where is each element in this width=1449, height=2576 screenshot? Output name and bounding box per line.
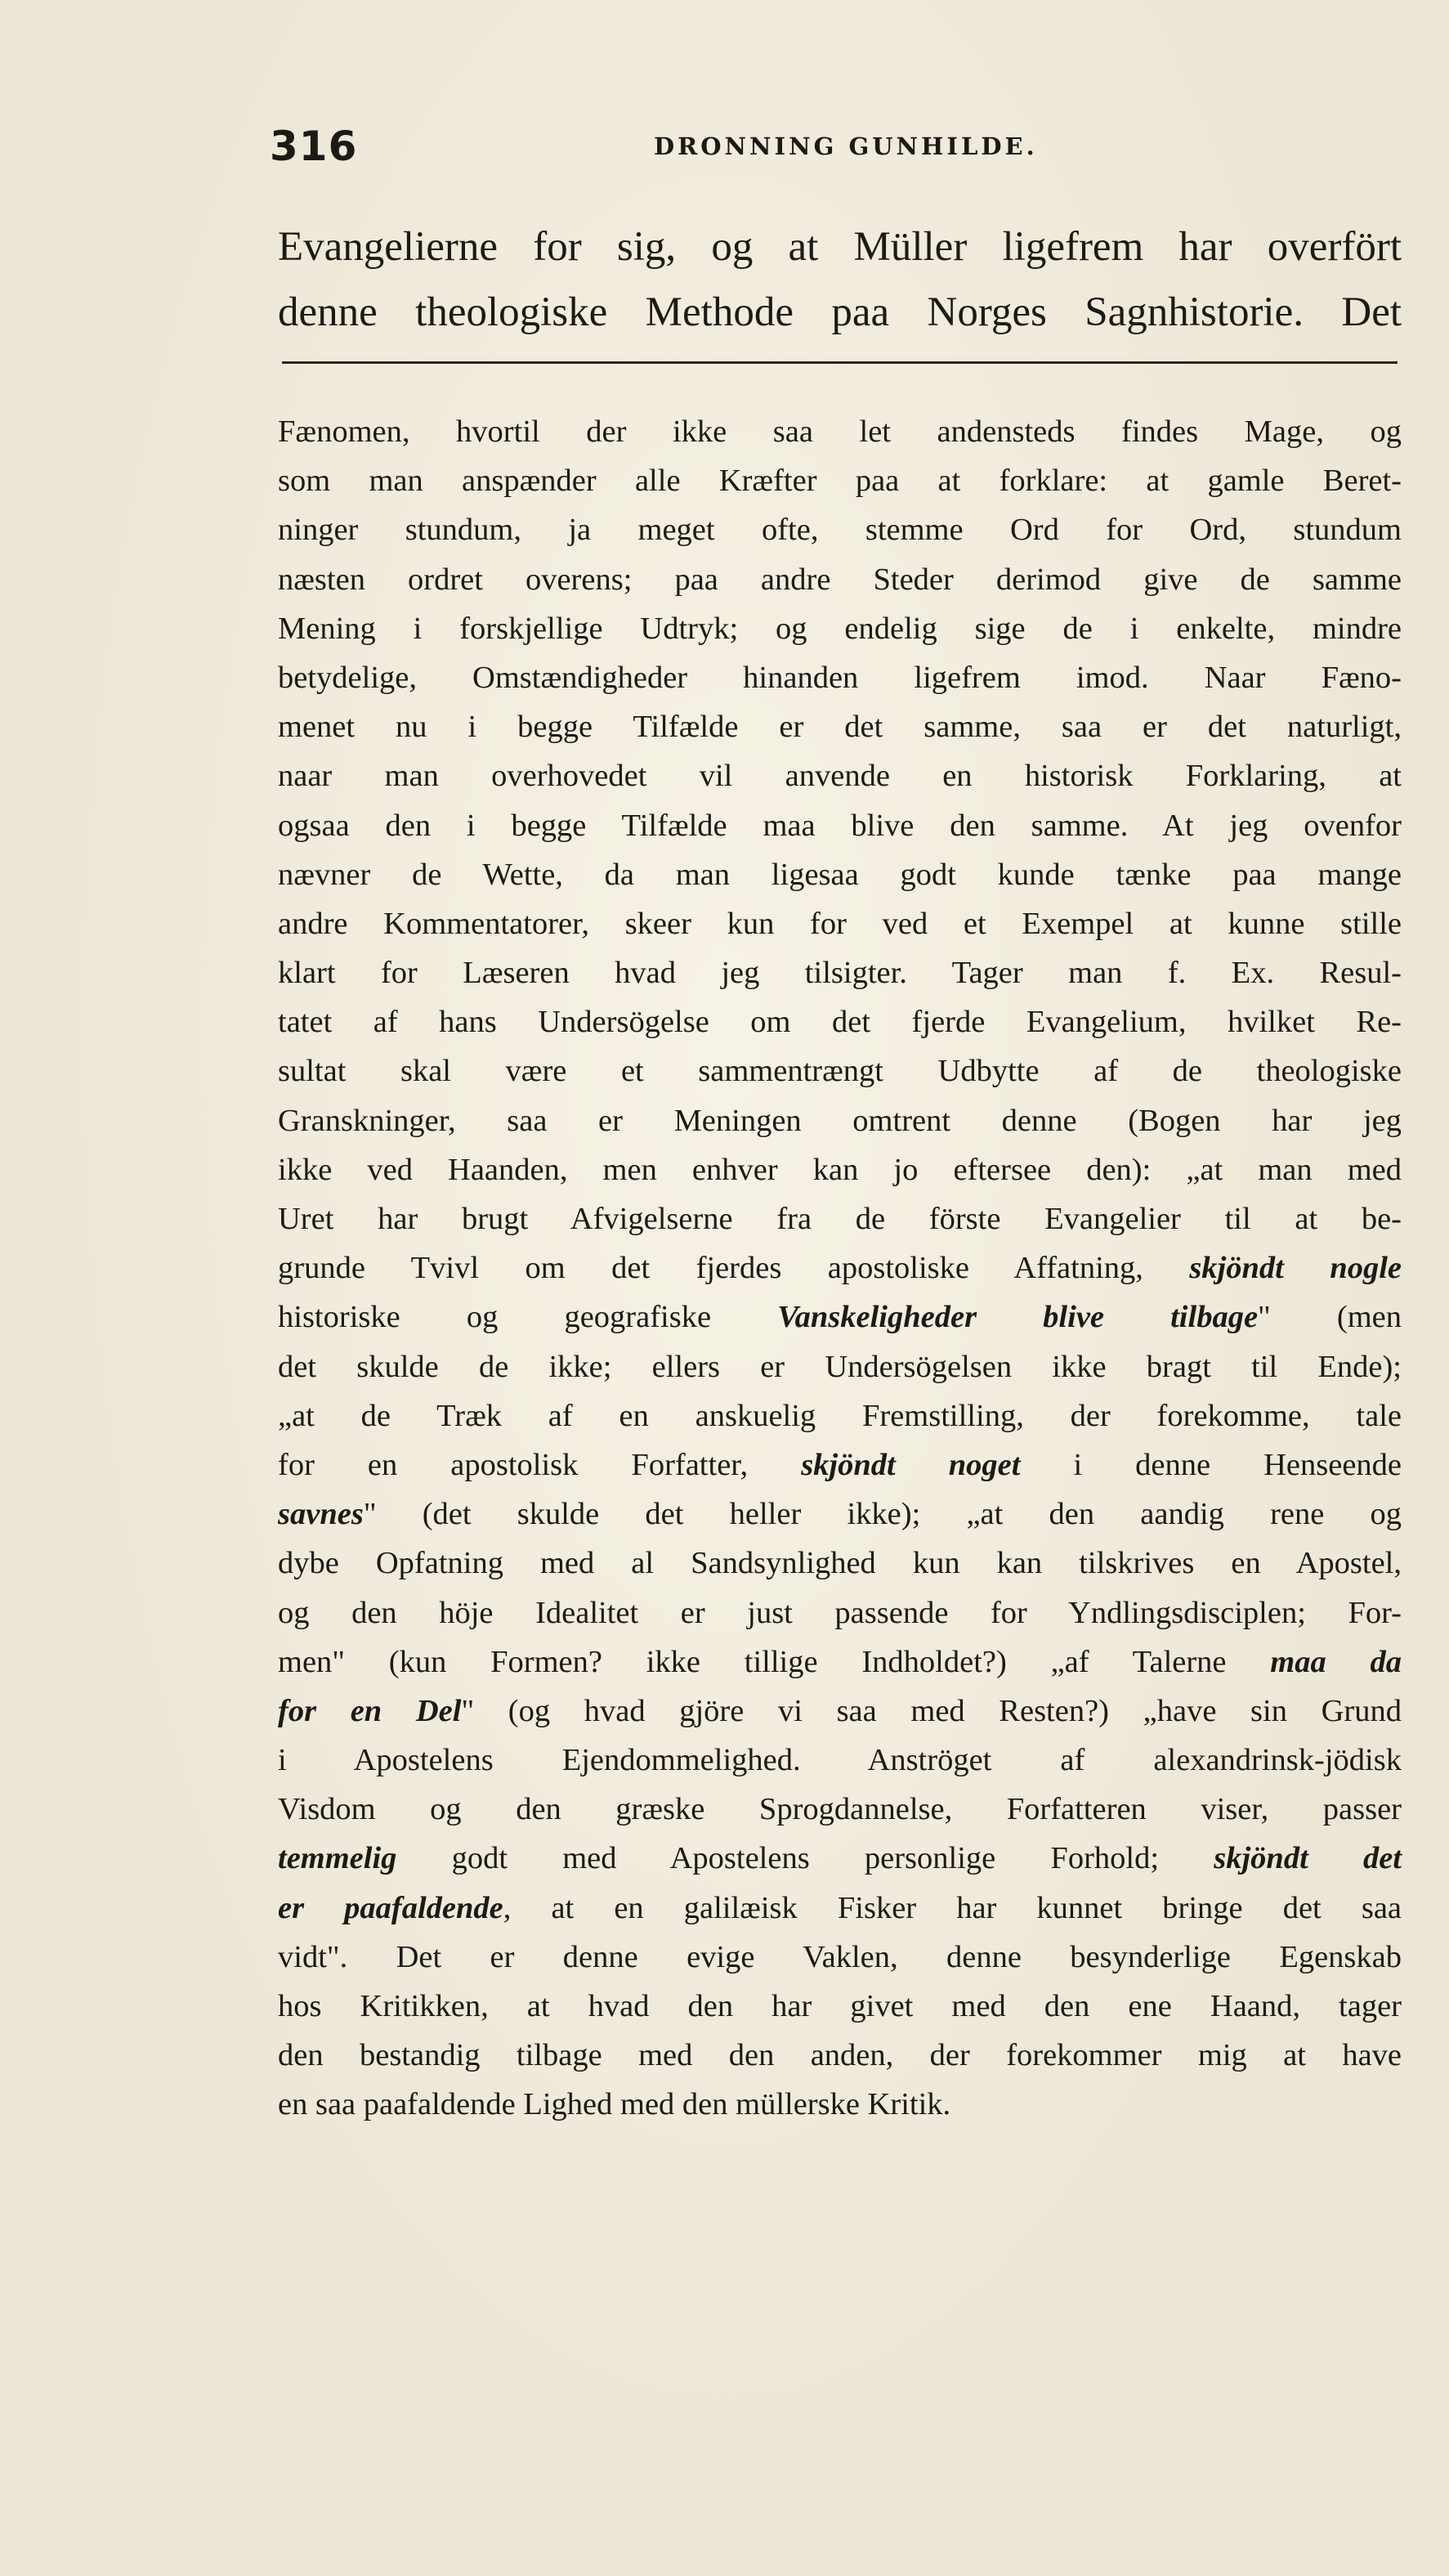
footnote-line [278,1194,1402,1243]
footnote-line [278,1785,1402,1834]
footnote-line [278,653,1402,702]
footnote-text: for en apostolisk Forfatter, [278,1447,802,1482]
footnote-text: andre Kommentatorer, skeer kun for ved et Exempel at kunne stille [278,906,1402,941]
footnote-line [278,1736,1402,1785]
footnote-line [278,1096,1402,1145]
footnote-line [278,850,1402,899]
footnote-emphasis: Vanskeligheder blive tilbage [777,1300,1259,1335]
footnote-text: " (men [1258,1300,1402,1335]
footnote-text: den bestandig tilbage med den anden, der forekommer mig at have [278,2038,1402,2073]
footnote-emphasis: savnes [278,1497,364,1532]
footnote-emphasis: for en Del [278,1693,462,1728]
footnote-text: klart for Læseren hvad jeg tilsigter. Tager man f. Ex. Resul- [278,956,1402,991]
footnote-block [278,407,1402,2130]
footnote-line [278,1834,1402,1883]
footnote-line [278,1637,1402,1687]
footnote-text: en saa paafaldende Lighed med den müllerske Kritik. [278,2087,951,2122]
footnote-line [278,1933,1402,1982]
footnote-emphasis: er paafaldende [278,1890,503,1925]
footnote-text: Fænomen, hvortil der ikke saa let andensteds findes Mage, og [278,414,1402,449]
footnote-line [278,2080,1402,2129]
footnote-line [278,555,1402,604]
footnote-line [278,407,1402,456]
footnote-line [278,1884,1402,1933]
footnote-line [278,1687,1402,1736]
footnote-emphasis: skjöndt nogle [1189,1251,1402,1286]
footnote-text: i Apostelens Ejendommelighed. Anströget af alexandrinsk-jödisk [278,1743,1402,1778]
footnote-text: Granskninger, saa er Meningen omtrent denne (Bogen har jeg [278,1103,1402,1138]
footnote-text: godt med Apostelens personlige Forhold; [396,1841,1214,1876]
footnote-text: tatet af hans Undersögelse om det fjerde Evangelium, hvilket Re- [278,1005,1402,1040]
footnote-emphasis: maa da [1270,1644,1402,1679]
footnote-text: " (og hvad gjöre vi saa med Resten?) „have sin Grund [461,1693,1402,1728]
footnote-text: ogsaa den i begge Tilfælde maa blive den samme. At jeg ovenfor [278,808,1402,843]
page-number: 316 [270,123,358,170]
footnote-line [278,604,1402,653]
footnote-line [278,1342,1402,1391]
footnote-line [278,1982,1402,2031]
footnote-line [278,1046,1402,1095]
footnote-text: " (det skulde det heller ikke); „at den aandig rene og [363,1497,1402,1532]
footnote-text: grunde Tvivl om det fjerdes apostoliske Affatning, [278,1251,1190,1286]
footnote-text: menet nu i begge Tilfælde er det samme, saa er det naturligt, [278,710,1402,745]
footnote-emphasis: skjöndt det [1214,1841,1402,1876]
page-header [270,123,1169,180]
footnote-emphasis: temmelig [278,1841,397,1876]
footnote-text: vidt". Det er denne evige Vaklen, denne besynderlige Egenskab [278,1939,1402,1974]
footnote-text: i denne Henseende [1020,1447,1402,1482]
footnote-text: Mening i forskjellige Udtryk; og endelig sige de i enkelte, mindre [278,611,1402,646]
main-text [278,214,1402,345]
footnote-line [278,948,1402,997]
footnote-text: Uret har brugt Afvigelserne fra de förste Evangelier til at be- [278,1202,1402,1236]
footnote-text: ninger stundum, ja meget ofte, stemme Ord for Ord, stundum [278,513,1402,548]
footnote-text: dybe Opfatning med al Sandsynlighed kun kan tilskrives en Apostel, [278,1546,1402,1581]
footnote-line [278,899,1402,948]
footnote-line [278,456,1402,505]
footnote-text: , at en galilæisk Fisker har kunnet bringe det saa [503,1890,1402,1925]
footnote-text: ikke ved Haanden, men enhver kan jo eftersee den): „at man med [278,1152,1402,1187]
main-text-line: Evangelierne for sig, og at Müller ligefrem har overfört [278,224,1402,270]
footnote-line [278,702,1402,751]
footnote-divider-rule [282,361,1398,364]
footnote-text: „at de Træk af en anskuelig Fremstilling, der forekomme, tale [278,1398,1402,1433]
footnote-text: naar man overhovedet vil anvende en historisk Forklaring, at [278,759,1402,794]
footnote-line [278,1243,1402,1292]
footnote-text: næsten ordret overens; paa andre Steder derimod give de samme [278,562,1402,597]
footnote-line [278,1440,1402,1490]
footnote-text: nævner de Wette, da man ligesaa godt kunde tænke paa mange [278,857,1402,892]
footnote-text: som man anspænder alle Kræfter paa at forklare: at gamle Beret- [278,464,1402,499]
footnote-text: hos Kritikken, at hvad den har givet med den ene Haand, tager [278,1989,1402,2023]
footnote-line [278,801,1402,850]
footnote-line [278,505,1402,554]
footnote-text: og den höje Idealitet er just passende for Yndlingsdisciplen; For- [278,1595,1402,1630]
footnote-text: sultat skal være et sammentrængt Udbytte af de theologiske [278,1054,1402,1089]
footnote-line [278,1145,1402,1194]
running-head: DRONNING GUNHILDE. [654,132,1038,160]
footnote-line [278,1292,1402,1342]
footnote-line [278,1490,1402,1539]
footnote-text: men" (kun Formen? ikke tillige Indholdet?) „af Talerne [278,1644,1271,1679]
footnote-line [278,2031,1402,2080]
footnote-line [278,751,1402,800]
main-text-line: denne theologiske Methode paa Norges Sagnhistorie. Det [278,289,1402,335]
footnote-text: betydelige, Omstændigheder hinanden ligefrem imod. Naar Fæno- [278,660,1402,695]
footnote-line [278,1391,1402,1440]
footnote-text: det skulde de ikke; ellers er Undersögelsen ikke bragt til Ende); [278,1349,1402,1384]
footnote-line [278,1539,1402,1588]
footnote-emphasis: skjöndt noget [801,1447,1021,1482]
footnote-line [278,997,1402,1046]
footnote-line [278,1588,1402,1637]
footnote-text: Visdom og den græske Sprogdannelse, Forfatteren viser, passer [278,1792,1402,1827]
footnote-text: historiske og geografiske [278,1300,778,1335]
